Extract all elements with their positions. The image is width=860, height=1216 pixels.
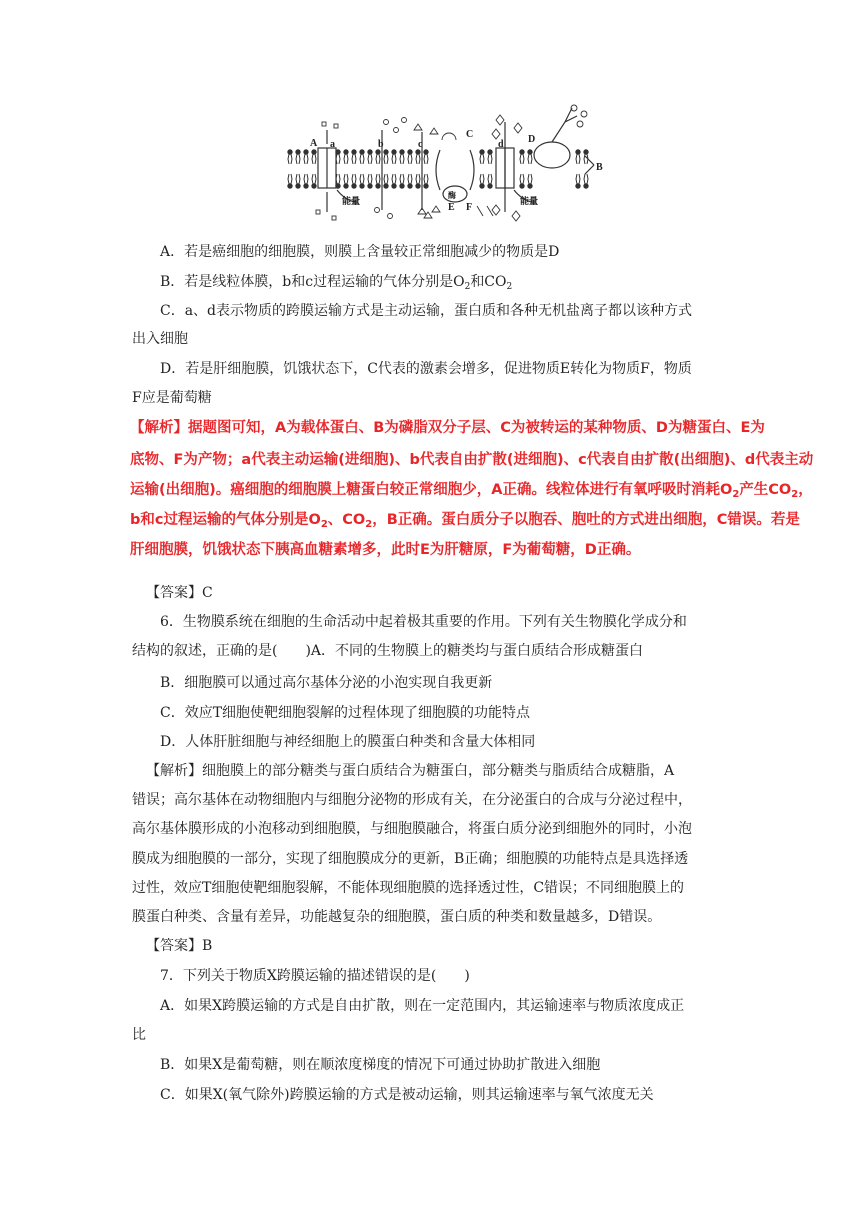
- lipid-head: [424, 150, 428, 154]
- q6-analysis-line1: 【解析】细胞膜上的部分糖类与蛋白质结合为糖蛋白，部分糖类与脂质结合成糖脂，A: [146, 763, 675, 779]
- lipid-tail: [520, 154, 524, 164]
- q5-analysis-line4-sub2: 2: [365, 519, 373, 530]
- q5-analysis-line2: 底物、F为产物；a代表主动运输(进细胞)、b代表自由扩散(进细胞)、c代表自由扩散(出细胞)、d代表主动: [130, 452, 814, 468]
- q5-analysis-line4-sub1: 2: [320, 519, 328, 530]
- lipid-head: [344, 184, 348, 188]
- q5-analysis-line3-mid: 产生CO: [739, 482, 792, 498]
- lipid-tail: [400, 174, 404, 184]
- lipid-head: [352, 150, 356, 154]
- lipid-head: [408, 150, 412, 154]
- lipid-head: [424, 184, 428, 188]
- q5-option-b: [160, 273, 512, 296]
- lipid-tail: [488, 174, 492, 184]
- lipid-head: [312, 150, 316, 154]
- label-C: C: [466, 129, 474, 140]
- q5-analysis-line4-mid: 、CO: [327, 512, 366, 528]
- membrane-transport-diagram: [282, 100, 612, 228]
- label-energy-1: 能量: [342, 196, 361, 206]
- q7-stem: 7．下列关于物质X跨膜运输的描述错误的是( ): [160, 968, 470, 984]
- lipid-tail: [344, 154, 348, 164]
- lipid-tail: [352, 154, 356, 164]
- q5-option-b-sub2: 2: [506, 282, 513, 292]
- lipid-tail: [528, 174, 532, 184]
- lipid-tail: [360, 154, 364, 164]
- lipid-tail: [312, 174, 316, 184]
- glycoprotein-d: [534, 142, 570, 168]
- lipid-tail: [480, 174, 484, 184]
- q7-option-a-line2: 比: [132, 1027, 146, 1043]
- lipid-tail: [520, 174, 524, 184]
- lipid-tail: [368, 154, 372, 164]
- q6-analysis-line6: 膜蛋白种类、含量有差异，功能越复杂的细胞膜，蛋白质的种类和数量越多，D错误。: [132, 909, 662, 925]
- q6-analysis-line3: 高尔基体膜形成的小泡移动到细胞膜，与细胞膜融合，将蛋白质分泌到细胞外的同时，小泡: [132, 821, 692, 837]
- lipid-tail: [288, 154, 292, 164]
- lipid-tail: [352, 174, 356, 184]
- q5-option-a: A．若是癌细胞的细胞膜，则膜上含量较正常细胞减少的物质是D: [160, 244, 560, 260]
- lipid-head: [368, 150, 372, 154]
- lipid-tail: [296, 174, 300, 184]
- label-energy-2: 能量: [520, 196, 539, 206]
- lipid-tail: [336, 154, 340, 164]
- lipid-head: [584, 184, 588, 188]
- label-b: b: [378, 139, 384, 150]
- q5-analysis-line3: [130, 480, 813, 505]
- lipid-head: [400, 150, 404, 154]
- lipid-head: [488, 184, 492, 188]
- label-F: F: [466, 202, 473, 213]
- q6-analysis-line2: 错误；高尔基体在动物细胞内与细胞分泌物的形成有关，在分泌蛋白的合成与分泌过程中，: [132, 792, 692, 808]
- lipid-tail: [296, 154, 300, 164]
- receptor-protein-c: [436, 150, 474, 190]
- lipid-tail: [408, 174, 412, 184]
- q7-option-c: C．如果X(氧气除外)跨膜运输的方式是被动运输，则其运输速率与氧气浓度无关: [160, 1087, 654, 1103]
- q5-option-d-line2: F应是葡萄糖: [132, 390, 212, 406]
- lipid-tail: [304, 154, 308, 164]
- q6-stem-line1: 6．生物膜系统在细胞的生命活动中起着极其重要的作用。下列有关生物膜化学成分和: [160, 614, 687, 630]
- q6-option-d: D．人体肝脏细胞与神经细胞上的膜蛋白种类和含量大体相同: [160, 734, 536, 750]
- lipid-head: [480, 184, 484, 188]
- lipid-tail: [344, 174, 348, 184]
- q5-analysis-line4: [130, 510, 800, 535]
- lipid-head: [416, 184, 420, 188]
- q5-option-c-line1: C．a、d表示物质的跨膜运输方式是主动运输，蛋白质和各种无机盐离子都以该种方式: [160, 303, 693, 319]
- lipid-head: [304, 150, 308, 154]
- lipid-tail: [408, 154, 412, 164]
- q6-option-b: B．细胞膜可以通过高尔基体分泌的小泡实现自我更新: [160, 675, 493, 691]
- lipid-head: [392, 184, 396, 188]
- lipid-head: [312, 184, 316, 188]
- lipid-head: [288, 184, 292, 188]
- lipid-head: [480, 150, 484, 154]
- label-A: A: [310, 138, 318, 149]
- lipid-tail: [336, 174, 340, 184]
- lipid-tail: [528, 154, 532, 164]
- label-c-lower: c: [418, 139, 423, 150]
- q5-analysis-line3-sub1: 2: [732, 489, 740, 500]
- lipid-head: [344, 150, 348, 154]
- lipid-tail: [368, 174, 372, 184]
- lipid-tail: [392, 174, 396, 184]
- q6-option-c: C．效应T细胞使靶细胞裂解的过程体现了细胞膜的功能特点: [160, 705, 531, 721]
- lipid-head: [528, 150, 532, 154]
- lipid-tail: [376, 154, 380, 164]
- q5-analysis-line3-end: ，: [798, 482, 813, 498]
- q5-analysis-line3-pre: 运输(出细胞)。癌细胞的细胞膜上糖蛋白较正常细胞少，A正确。线粒体进行有氧呼吸时消耗O: [130, 482, 733, 498]
- lipid-tail: [584, 174, 588, 184]
- lipid-head: [304, 184, 308, 188]
- lipid-head: [584, 150, 588, 154]
- lipid-head: [296, 184, 300, 188]
- lipid-head: [400, 184, 404, 188]
- lipid-head: [488, 150, 492, 154]
- q5-analysis-line4-pre: b和c过程运输的气体分别是O: [130, 512, 321, 528]
- q7-option-a-line1: A．如果X跨膜运输的方式是自由扩散，则在一定范围内，其运输速率与物质浓度成正: [160, 998, 685, 1014]
- q5-analysis-line5: 肝细胞膜，饥饿状态下胰高血糖素增多，此时E为肝糖原，F为葡萄糖，D正确。: [130, 542, 641, 558]
- lipid-head: [408, 184, 412, 188]
- q5-option-b-mid: 和CO: [470, 274, 507, 290]
- label-E: E: [448, 202, 455, 213]
- lipid-head: [384, 184, 388, 188]
- label-d: d: [498, 139, 504, 150]
- lipid-tail: [392, 154, 396, 164]
- lipid-head: [352, 184, 356, 188]
- lipid-tail: [576, 154, 580, 164]
- q6-stem-line2: 结构的叙述，正确的是( )A．不同的生物膜上的糖类均与蛋白质结合形成糖蛋白: [132, 643, 644, 659]
- lipid-tail: [384, 154, 388, 164]
- lipid-head: [296, 150, 300, 154]
- lipid-tail: [304, 174, 308, 184]
- q7-option-b: B．如果X是葡萄糖，则在顺浓度梯度的情况下可通过协助扩散进入细胞: [160, 1057, 601, 1073]
- lipid-head: [384, 150, 388, 154]
- q5-option-d-line1: D．若是肝细胞膜，饥饿状态下，C代表的激素会增多，促进物质E转化为物质F，物质: [160, 361, 692, 377]
- label-B: B: [596, 162, 603, 173]
- lipid-head: [368, 184, 372, 188]
- lipid-tail: [480, 154, 484, 164]
- q5-analysis-line4-end: ，B正确。蛋白质分子以胞吞、胞吐的方式进出细胞，C错误。若是: [372, 512, 800, 528]
- lipid-tail: [576, 174, 580, 184]
- lipid-tail: [424, 174, 428, 184]
- q5-option-c-line2: 出入细胞: [132, 331, 188, 347]
- lipid-head: [376, 184, 380, 188]
- label-a: a: [330, 139, 335, 150]
- lipid-tail: [360, 174, 364, 184]
- lipid-tail: [288, 174, 292, 184]
- q6-analysis-line4: 膜成为细胞膜的一部分，实现了细胞膜成分的更新，B正确；细胞膜的功能特点是具选择透: [132, 851, 689, 867]
- lipid-tail: [400, 154, 404, 164]
- lipid-tail: [488, 154, 492, 164]
- lipid-head: [288, 150, 292, 154]
- lipid-head: [520, 150, 524, 154]
- q5-answer: 【答案】C: [146, 585, 213, 601]
- lipid-head: [360, 184, 364, 188]
- q6-analysis-line5: 过性，效应T细胞使靶细胞裂解，不能体现细胞膜的选择透过性，C错误；不同细胞膜上的: [132, 880, 685, 896]
- label-enzyme: 酶: [448, 191, 456, 200]
- label-D: D: [528, 134, 536, 145]
- lipid-head: [416, 150, 420, 154]
- lipid-head: [392, 150, 396, 154]
- q5-option-b-sub1: 2: [464, 282, 471, 292]
- lipid-tail: [312, 154, 316, 164]
- lipid-head: [376, 150, 380, 154]
- lipid-head: [576, 150, 580, 154]
- lipid-tail: [376, 174, 380, 184]
- lipid-head: [576, 184, 580, 188]
- q6-answer: 【答案】B: [146, 938, 213, 954]
- lipid-head: [528, 184, 532, 188]
- lipid-tail: [384, 174, 388, 184]
- lipid-tail: [416, 174, 420, 184]
- lipid-head: [360, 150, 364, 154]
- q5-option-b-pre: B．若是线粒体膜，b和c过程运输的气体分别是O: [160, 274, 465, 290]
- q5-analysis-line3-sub2: 2: [791, 489, 799, 500]
- lipid-tail: [424, 154, 428, 164]
- lipid-head: [520, 184, 524, 188]
- q5-analysis-line1: 【解析】据题图可知，A为载体蛋白、B为磷脂双分子层、C为被转运的某种物质、D为糖蛋白、E为: [130, 420, 765, 436]
- lipid-tail: [416, 154, 420, 164]
